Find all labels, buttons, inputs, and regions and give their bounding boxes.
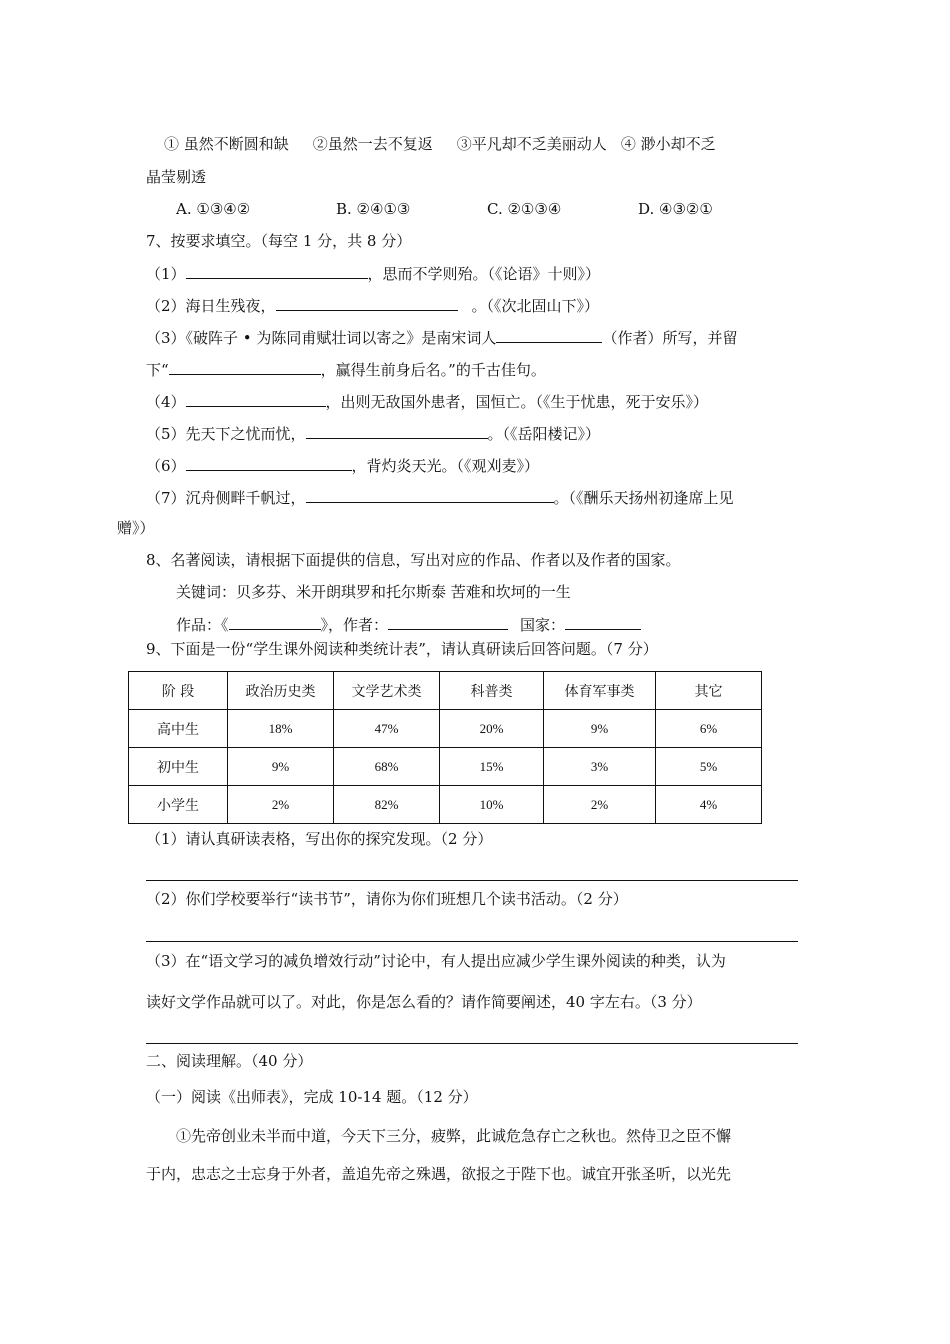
section-2-sub-heading: （一）阅读《出师表》，完成 10-14 题。（12 分）: [146, 1088, 478, 1106]
table-cell: 6%: [656, 710, 762, 748]
fill-blank-country[interactable]: [565, 613, 641, 630]
fill-blank-author[interactable]: [388, 613, 508, 630]
table-header-cell: 其它: [656, 672, 762, 710]
table-row: [129, 786, 762, 824]
fill-blank[interactable]: [186, 262, 368, 279]
table-cell: 15%: [440, 748, 544, 786]
table-header-cell: 科普类: [440, 672, 544, 710]
table-cell: 68%: [334, 748, 440, 786]
fill-blank[interactable]: [169, 358, 321, 375]
q7-item-7: （7）沉舟侧畔千帆过， 。（《酬乐天扬州初逢席上见: [146, 486, 734, 509]
table-header-cell: 文学艺术类: [334, 672, 440, 710]
table-cell: 9%: [544, 710, 656, 748]
table-header-cell: 体育军事类: [544, 672, 656, 710]
q6-option-4-continued: 晶莹剔透: [146, 168, 207, 186]
q7-item-3-line1: （3）《破阵子 • 为陈同甫赋壮词以寄之》是南宋词人 （作者）所写，并留: [146, 326, 737, 349]
q6-choice-b: B. ②④①③: [336, 200, 411, 218]
fill-blank[interactable]: [306, 486, 554, 503]
reading-statistics-table: [128, 671, 762, 824]
q7-item-7-continued: 赠》）: [117, 519, 155, 537]
table-cell: 初中生: [129, 748, 228, 786]
fill-blank[interactable]: [186, 454, 352, 471]
q6-option-3: ③平凡却不乏美丽动人: [456, 135, 607, 153]
fill-blank[interactable]: [276, 294, 458, 311]
passage-paragraph-line2: 于内，忠志之士忘身于外者，盖追先帝之殊遇，欲报之于陛下也。诚宜开张圣听，以光先: [146, 1165, 732, 1183]
table-cell: 47%: [334, 710, 440, 748]
q9-sub-3-line1: （3）在“语文学习的减负增效行动”讨论中，有人提出应减少学生课外阅读的种类，认为: [146, 952, 726, 970]
table-cell: 小学生: [129, 786, 228, 824]
table-cell: 2%: [228, 786, 334, 824]
q6-choice-d: D. ④③②①: [638, 200, 713, 218]
q6-choice-a: A. ①③④②: [176, 200, 251, 218]
answer-line[interactable]: [146, 880, 798, 881]
q6-option-1: ① 虽然不断圆和缺: [164, 135, 289, 153]
table-cell: 18%: [228, 710, 334, 748]
q9-sub-3-line2: 读好文学作品就可以了。对此，你是怎么看的？请作简要阐述，40 字左右。（3 分）: [146, 993, 702, 1011]
q7-item-6: （6） ，背灼炎天光。（《观刈麦》）: [146, 454, 539, 477]
fill-blank-work[interactable]: [229, 613, 321, 630]
table-cell: 2%: [544, 786, 656, 824]
q8-answer-row: 作品：《 》，作者： 国家：: [176, 613, 641, 636]
fill-blank[interactable]: [186, 390, 326, 407]
table-header-row: [129, 672, 762, 710]
table-cell: 高中生: [129, 710, 228, 748]
table-cell: 3%: [544, 748, 656, 786]
q7-heading: 7、按要求填空。（每空 1 分，共 8 分）: [146, 232, 412, 250]
fill-blank[interactable]: [496, 326, 602, 343]
table-row: [129, 710, 762, 748]
table-header-cell: 政治历史类: [228, 672, 334, 710]
fill-blank[interactable]: [306, 422, 488, 439]
q9-sub-2: （2）你们学校要举行“读书节”，请你为你们班想几个读书活动。（2 分）: [146, 890, 628, 908]
answer-line[interactable]: [146, 941, 798, 942]
q6-choice-c: C. ②①③④: [487, 200, 562, 218]
table-row: [129, 748, 762, 786]
table-cell: 4%: [656, 786, 762, 824]
q6-options-row: [164, 133, 716, 155]
q7-item-3-line2: 下“ ，赢得生前身后名。”的千古佳句。: [146, 358, 546, 381]
q7-item-4: （4） ，出则无敌国外患者，国恒亡。（《生于忧患，死于安乐》）: [146, 390, 708, 413]
table-cell: 10%: [440, 786, 544, 824]
table-header-cell: 阶 段: [129, 672, 228, 710]
q8-keywords: 关键词：贝多芬、米开朗琪罗和托尔斯泰 苦难和坎坷的一生: [176, 583, 571, 601]
q9-heading: 9、下面是一份“学生课外阅读种类统计表”，请认真研读后回答问题。（7 分）: [146, 640, 658, 658]
q7-item-1: （1） ，思而不学则殆。（《论语》十则》）: [146, 262, 600, 285]
q6-option-2: ②虽然一去不复返: [312, 135, 433, 153]
q8-heading: 8、名著阅读，请根据下面提供的信息，写出对应的作品、作者以及作者的国家。: [146, 551, 681, 569]
answer-line[interactable]: [146, 1043, 798, 1044]
q7-item-2: （2）海日生残夜， 。（《次北固山下》）: [146, 294, 599, 317]
table-cell: 5%: [656, 748, 762, 786]
q7-item-5: （5）先天下之忧而忧， 。（《岳阳楼记》）: [146, 422, 600, 445]
q6-option-4: ④ 渺小却不乏: [620, 135, 716, 153]
q9-sub-1: （1）请认真研读表格，写出你的探究发现。（2 分）: [146, 830, 493, 848]
passage-paragraph-line1: ①先帝创业未半而中道，今天下三分，疲弊，此诚危急存亡之秋也。然侍卫之臣不懈: [176, 1127, 732, 1145]
table-cell: 82%: [334, 786, 440, 824]
table-cell: 9%: [228, 748, 334, 786]
table-cell: 20%: [440, 710, 544, 748]
section-2-heading: 二、阅读理解。（40 分）: [146, 1052, 313, 1070]
